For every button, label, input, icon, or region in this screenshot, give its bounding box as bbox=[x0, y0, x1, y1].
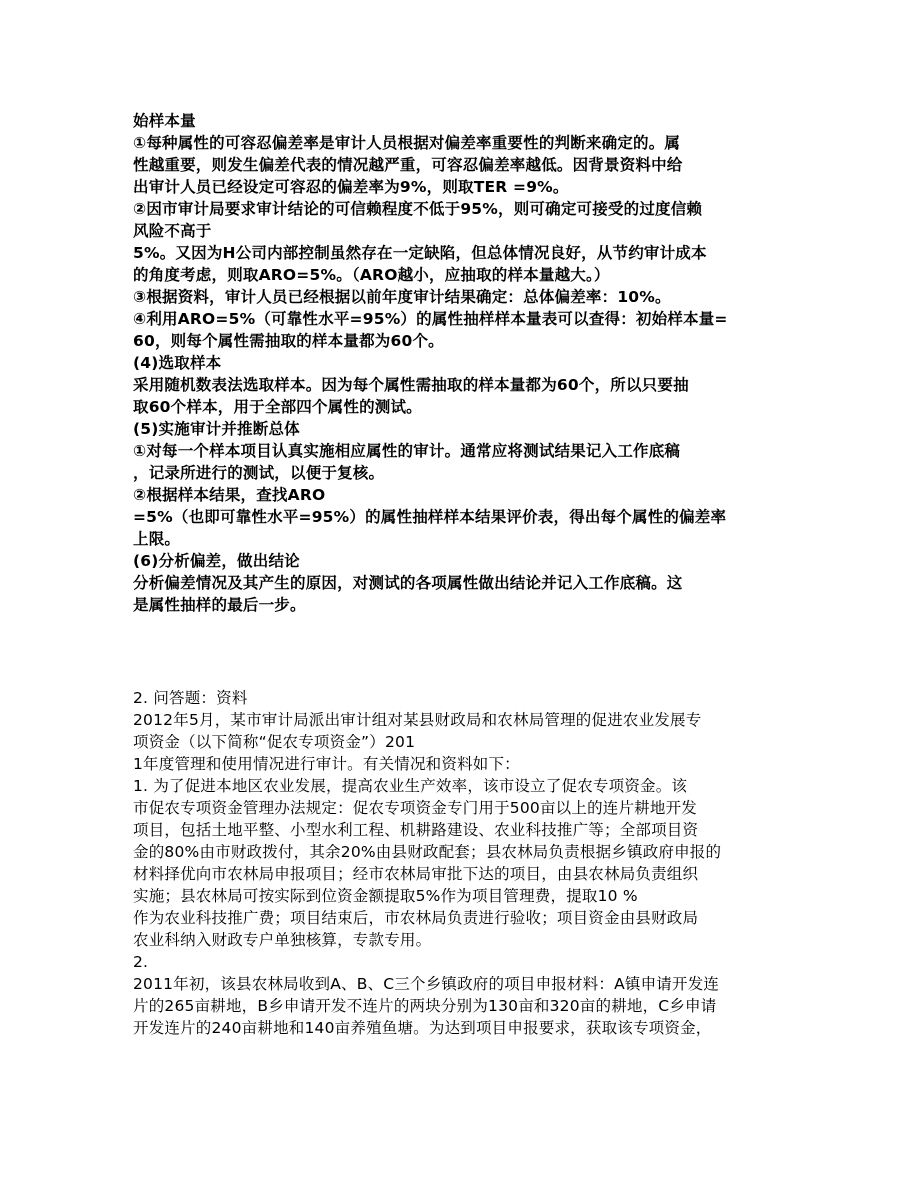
text-line: ，记录所进行的测试，以便于复核。 bbox=[133, 464, 385, 482]
text-line: 作为农业科技推广费；项目结束后，市农林局负责进行验收；项目资金由县财政局 bbox=[133, 909, 699, 927]
text-line: 60，则每个属性需抽取的样本量都为60个。 bbox=[133, 332, 444, 350]
text-line: (6)分析偏差，做出结论 bbox=[133, 552, 300, 570]
text-line: 性越重要，则发生偏差代表的情况越严重，可容忍偏差率越低。因背景资料中给 bbox=[133, 156, 683, 174]
text-line: ④利用ARO=5%（可靠性水平=95%）的属性抽样样本量表可以查得：初始样本量= bbox=[133, 310, 728, 328]
text-line: (5)实施审计并推断总体 bbox=[133, 420, 300, 438]
text-line: 农业科纳入财政专户单独核算，专款专用。 bbox=[133, 931, 432, 949]
text-line: 的角度考虑，则取ARO=5%。（ARO越小，应抽取的样本量越大。） bbox=[133, 266, 610, 284]
text-line: 片的265亩耕地，B乡申请开发不连片的两块分别为130亩和320亩的耕地，C乡申请 bbox=[133, 997, 717, 1015]
text-line: 市促农专项资金管理办法规定：促农专项资金专门用于500亩以上的连片耕地开发 bbox=[133, 799, 697, 817]
text-line: 2. bbox=[133, 953, 149, 971]
text-line: 项目，包括土地平整、小型水利工程、机耕路建设、农业科技推广等；全部项目资 bbox=[133, 821, 699, 839]
section-attribute-sampling bbox=[133, 110, 728, 616]
text-line: =5%（也即可靠性水平=95%）的属性抽样样本结果评价表，得出每个属性的偏差率 bbox=[133, 508, 727, 526]
text-line: 出审计人员已经设定可容忍的偏差率为9%，则取TER =9%。 bbox=[133, 178, 569, 196]
text-line: 风险不高于 bbox=[133, 222, 212, 240]
text-line: ②根据样本结果，查找ARO bbox=[133, 486, 326, 504]
text-line: ①每种属性的可容忍偏差率是审计人员根据对偏差率重要性的判断来确定的。属 bbox=[133, 134, 681, 152]
text-line: 2011年初，该县农林局收到A、B、C三个乡镇政府的项目申报材料：A镇申请开发连 bbox=[133, 975, 720, 993]
text-line: ③根据资料，审计人员已经根据以前年度审计结果确定：总体偏差率：10%。 bbox=[133, 288, 671, 306]
text-line: ①对每一个样本项目认真实施相应属性的审计。通常应将测试结果记入工作底稿 bbox=[133, 442, 681, 460]
text-line: 2012年5月，某市审计局派出审计组对某县财政局和农林局管理的促进农业发展专 bbox=[133, 711, 702, 729]
text-line: 上限。 bbox=[133, 530, 181, 548]
text-line: 项资金（以下简称“促农专项资金”）201 bbox=[133, 733, 416, 751]
section-question-material bbox=[133, 687, 721, 1039]
text-line: (4)选取样本 bbox=[133, 354, 222, 372]
text-line: 材料择优向市农林局申报项目；经市农林局审批下达的项目，由县农林局负责组织 bbox=[133, 865, 699, 883]
text-line: 金的80%由市财政拨付，其余20%由县财政配套；县农林局负责根据乡镇政府申报的 bbox=[133, 843, 722, 861]
text-line: 取60个样本，用于全部四个属性的测试。 bbox=[133, 398, 422, 416]
text-line: 开发连片的240亩耕地和140亩养殖鱼塘。为达到项目申报要求，获取该专项资金， bbox=[133, 1019, 712, 1037]
question-heading: 2. 问答题：资料 bbox=[133, 689, 248, 707]
text-line: 采用随机数表法选取样本。因为每个属性需抽取的样本量都为60个，所以只要抽 bbox=[133, 376, 689, 394]
text-line: 1. 为了促进本地区农业发展，提高农业生产效率，该市设立了促农专项资金。该 bbox=[133, 777, 688, 795]
text-line: 1年度管理和使用情况进行审计。有关情况和资料如下： bbox=[133, 755, 520, 773]
text-line: 实施；县农林局可按实际到位资金额提取5%作为项目管理费，提取10 % bbox=[133, 887, 638, 905]
text-line: 分析偏差情况及其产生的原因，对测试的各项属性做出结论并记入工作底稿。这 bbox=[133, 574, 683, 592]
text-line: 始样本量 bbox=[133, 112, 196, 130]
text-line: 5%。又因为H公司内部控制虽然存在一定缺陷，但总体情况良好，从节约审计成本 bbox=[133, 244, 707, 262]
text-line: ②因市审计局要求审计结论的可信赖程度不低于95%，则可确定可接受的过度信赖 bbox=[133, 200, 703, 218]
text-line: 是属性抽样的最后一步。 bbox=[133, 596, 306, 614]
